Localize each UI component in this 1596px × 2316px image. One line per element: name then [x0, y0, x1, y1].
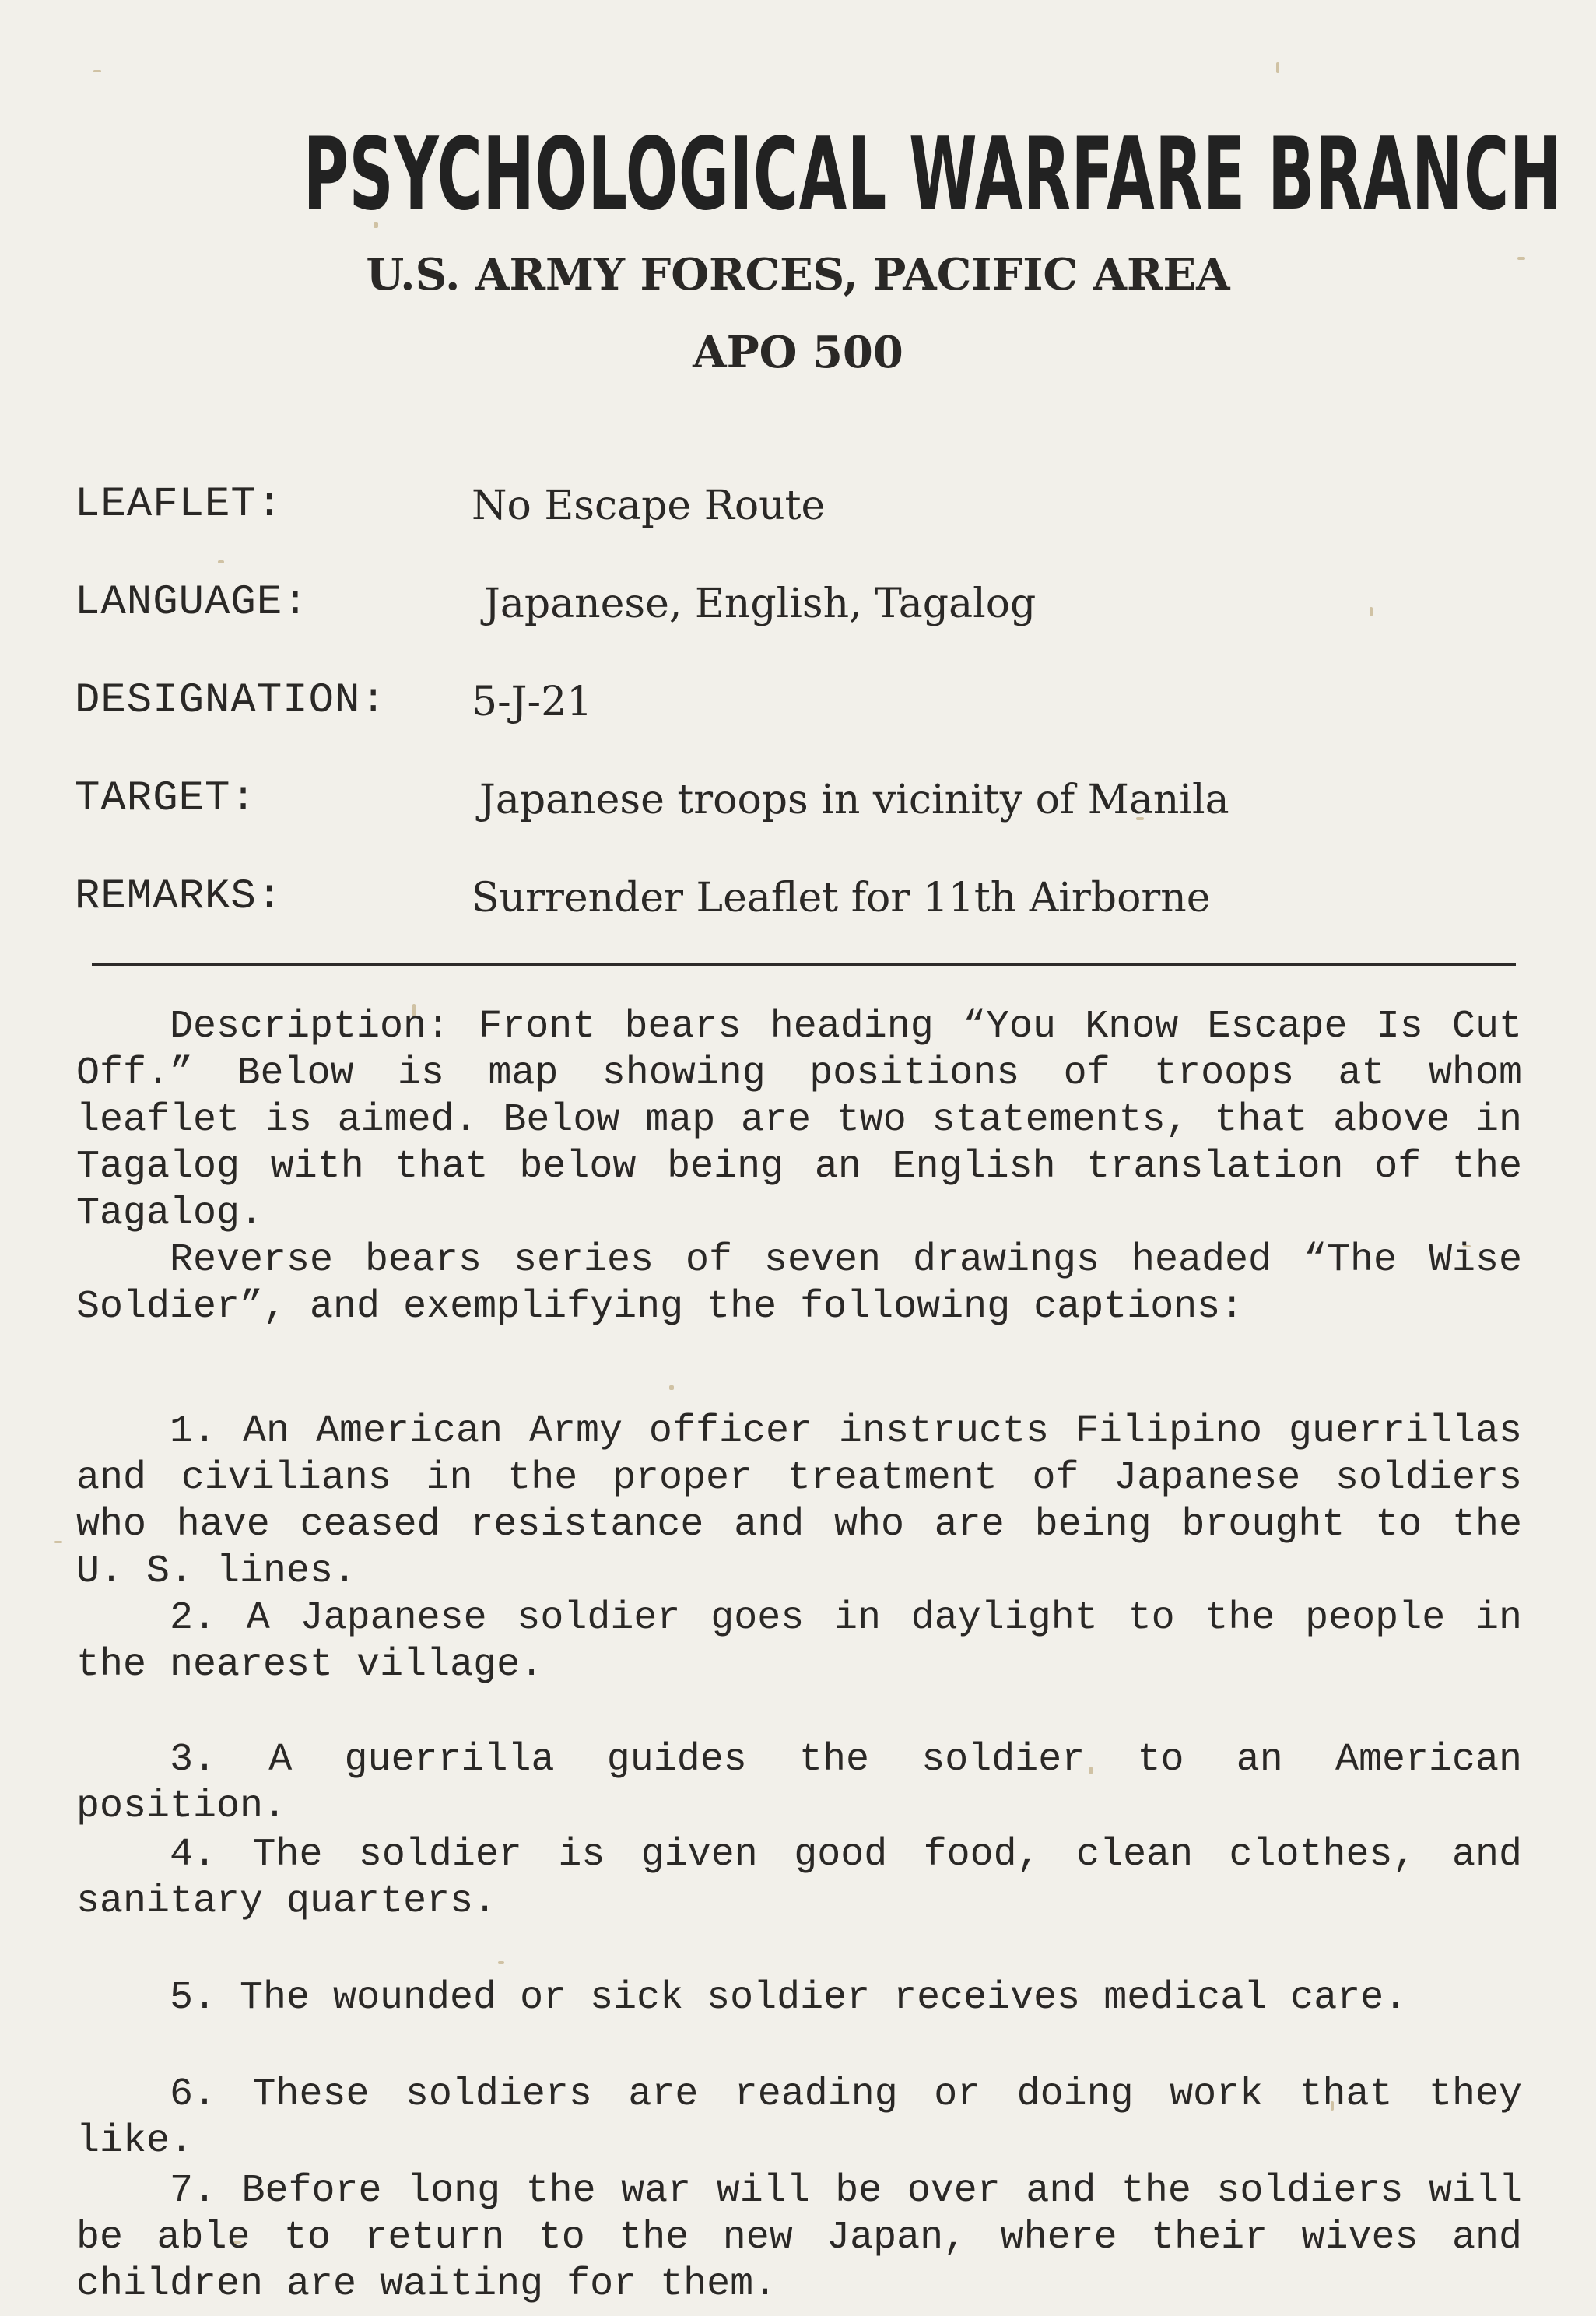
paper-fleck: [218, 560, 224, 563]
caption-item: 2. A Japanese soldier goes in daylight to the people in the nearest village.: [76, 1596, 1522, 1687]
caption-item: 1. An American Army officer instructs Filipino guerrillas and civilians in the proper treatment of Japanese soldiers who have ceased resistance and who are being brought to the U. S. lines.: [76, 1409, 1522, 1594]
field-value-target: Japanese troops in vicinity of Manila: [479, 777, 1229, 823]
paper-fleck: [54, 1541, 62, 1543]
paper-fleck: [498, 1961, 504, 1964]
field-value-language: Japanese, English, Tagalog: [484, 581, 1037, 627]
divider: [92, 963, 1516, 966]
field-label-target: TARGET:: [75, 775, 257, 823]
paper-fleck: [669, 1385, 674, 1390]
caption-item: 3. A guerrilla guides the soldier to an American position.: [76, 1738, 1522, 1829]
apo-line: APO 500: [693, 327, 903, 378]
page-title: PSYCHOLOGICAL WARFARE BRANCH: [303, 117, 1562, 233]
field-value-leaflet: No Escape Route: [472, 482, 826, 529]
reverse-paragraph: Reverse bears series of seven drawings headed “The Wise Soldier”, and exemplifying the following captions:: [76, 1238, 1522, 1329]
caption-item: 7. Before long the war will be over and the soldiers will be able to return to the new Japan, where their wives and children are waiting for them.: [76, 2169, 1522, 2307]
description-paragraph: Description: Front bears heading “You Know Escape Is Cut Off.” Below is map showing positions of troops at whom leaflet is aimed. Below map are two statements, that above in Tagalog with that below being an English translation of the Tagalog.: [76, 1005, 1522, 1236]
caption-item: 5. The wounded or sick soldier receives medical care.: [170, 1976, 1408, 2020]
page-subtitle: U.S. ARMY FORCES, PACIFIC AREA: [366, 249, 1230, 300]
field-label-designation: DESIGNATION:: [75, 677, 387, 725]
field-label-language: LANGUAGE:: [75, 579, 309, 626]
paper-fleck: [93, 70, 101, 72]
field-label-remarks: REMARKS:: [75, 873, 283, 921]
field-label-leaflet: LEAFLET:: [75, 481, 283, 528]
field-value-designation: 5-J-21: [472, 679, 593, 725]
paper-fleck: [1370, 607, 1373, 616]
paper-fleck: [1276, 62, 1279, 73]
field-value-remarks: Surrender Leaflet for 11th Airborne: [472, 875, 1211, 921]
caption-item: 6. These soldiers are reading or doing work that they like.: [76, 2072, 1522, 2163]
caption-item: 4. The soldier is given good food, clean clothes, and sanitary quarters.: [76, 1833, 1522, 1924]
